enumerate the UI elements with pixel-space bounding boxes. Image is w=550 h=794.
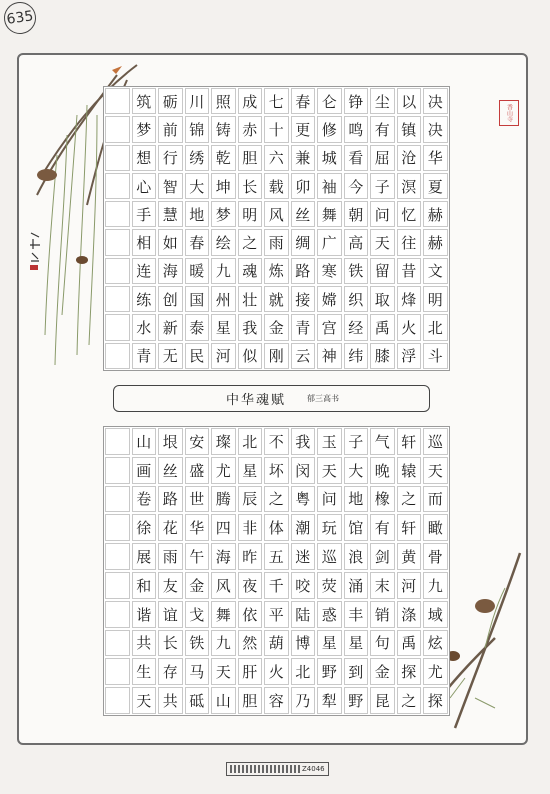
grid-cell: 相 xyxy=(132,229,157,255)
grid-cell xyxy=(105,88,130,114)
grid-cell: 似 xyxy=(238,343,263,369)
grid-cell: 共 xyxy=(132,630,157,657)
grid-cell xyxy=(105,658,130,685)
grid-cell: 新 xyxy=(158,314,183,340)
grid-cell xyxy=(105,601,130,628)
grid-cell: 大 xyxy=(185,173,210,199)
grid-cell: 问 xyxy=(370,201,395,227)
grid-cell: 青 xyxy=(291,314,316,340)
grid-cell: 璨 xyxy=(211,428,236,455)
grid-cell: 前 xyxy=(158,116,183,142)
grid-cell: 星 xyxy=(238,457,263,484)
grid-cell xyxy=(105,229,130,255)
grid-cell: 四 xyxy=(211,514,236,541)
grid-cell: 智 xyxy=(158,173,183,199)
seal-stamp-right: 香山寺 xyxy=(499,100,519,126)
grid-cell: 馆 xyxy=(344,514,369,541)
grid-cell: 屈 xyxy=(370,145,395,171)
grid-cell: 坏 xyxy=(264,457,289,484)
grid-cell: 今 xyxy=(344,173,369,199)
grid-cell: 盛 xyxy=(185,457,210,484)
grid-cell: 国 xyxy=(185,286,210,312)
grid-cell: 浮 xyxy=(397,343,422,369)
grid-cell: 丰 xyxy=(344,601,369,628)
grid-cell: 泰 xyxy=(185,314,210,340)
grid-cell: 无 xyxy=(158,343,183,369)
grid-cell: 铁 xyxy=(344,258,369,284)
grid-cell: 探 xyxy=(397,658,422,685)
grid-cell: 更 xyxy=(291,116,316,142)
grid-cell: 十 xyxy=(264,116,289,142)
grid-cell: 留 xyxy=(370,258,395,284)
grid-cell: 野 xyxy=(344,687,369,714)
grid-cell: 筑 xyxy=(132,88,157,114)
poem-title: 中华魂赋 xyxy=(226,393,287,408)
grid-cell: 慧 xyxy=(158,201,183,227)
grid-cell: 金 xyxy=(264,314,289,340)
grid-cell: 北 xyxy=(423,314,448,340)
grid-cell: 然 xyxy=(238,630,263,657)
grid-cell: 存 xyxy=(158,658,183,685)
grid-cell: 绣 xyxy=(185,145,210,171)
grid-cell: 天 xyxy=(370,229,395,255)
grid-cell: 镇 xyxy=(397,116,422,142)
grid-cell: 容 xyxy=(264,687,289,714)
grid-cell: 涤 xyxy=(397,601,422,628)
grid-cell: 载 xyxy=(264,173,289,199)
grid-cell: 织 xyxy=(344,286,369,312)
grid-cell: 子 xyxy=(344,428,369,455)
grid-cell: 天 xyxy=(317,457,342,484)
grid-cell: 烽 xyxy=(397,286,422,312)
grid-cell: 句 xyxy=(370,630,395,657)
grid-cell: 照 xyxy=(211,88,236,114)
grid-cell: 骨 xyxy=(423,543,448,570)
grid-cell: 金 xyxy=(185,572,210,599)
grid-cell: 轩 xyxy=(397,514,422,541)
grid-cell: 非 xyxy=(238,514,263,541)
grid-cell xyxy=(105,630,130,657)
grid-cell: 葫 xyxy=(264,630,289,657)
publisher-logo xyxy=(230,765,300,773)
grid-cell: 接 xyxy=(291,286,316,312)
grid-cell: 赫 xyxy=(423,201,448,227)
grid-cell: 卷 xyxy=(132,486,157,513)
grid-cell: 九 xyxy=(423,572,448,599)
grid-cell: 火 xyxy=(264,658,289,685)
grid-cell: 路 xyxy=(291,258,316,284)
grid-cell: 雨 xyxy=(264,229,289,255)
grid-cell: 之 xyxy=(397,687,422,714)
grid-cell: 禹 xyxy=(370,314,395,340)
grid-cell: 心 xyxy=(132,173,157,199)
grid-cell: 丝 xyxy=(291,201,316,227)
grid-cell: 域 xyxy=(423,601,448,628)
grid-cell: 绸 xyxy=(291,229,316,255)
grid-cell: 朝 xyxy=(344,201,369,227)
grid-cell: 黄 xyxy=(397,543,422,570)
grid-cell: 巡 xyxy=(423,428,448,455)
grid-cell: 瞰 xyxy=(423,514,448,541)
grid-cell: 梦 xyxy=(211,201,236,227)
grid-cell: 九 xyxy=(211,258,236,284)
practice-grid-top xyxy=(103,86,450,371)
grid-cell: 之 xyxy=(397,486,422,513)
grid-cell: 宫 xyxy=(317,314,342,340)
grid-cell: 看 xyxy=(344,145,369,171)
grid-cell: 咬 xyxy=(291,572,316,599)
grid-cell: 野 xyxy=(317,658,342,685)
grid-cell: 午 xyxy=(185,543,210,570)
grid-cell: 坤 xyxy=(211,173,236,199)
grid-cell: 手 xyxy=(132,201,157,227)
grid-cell: 暖 xyxy=(185,258,210,284)
grid-cell: 沧 xyxy=(397,145,422,171)
grid-cell: 探 xyxy=(423,687,448,714)
grid-cell: 胆 xyxy=(238,145,263,171)
grid-cell xyxy=(105,486,130,513)
grid-cell: 魂 xyxy=(238,258,263,284)
grid-cell: 平 xyxy=(264,601,289,628)
grid-cell: 粤 xyxy=(291,486,316,513)
grid-cell: 风 xyxy=(211,572,236,599)
grid-cell: 禹 xyxy=(397,630,422,657)
grid-cell: 膝 xyxy=(370,343,395,369)
grid-cell: 卯 xyxy=(291,173,316,199)
grid-cell xyxy=(105,314,130,340)
grid-cell xyxy=(105,173,130,199)
grid-cell: 之 xyxy=(264,486,289,513)
footer-label xyxy=(226,762,329,776)
grid-cell: 昔 xyxy=(397,258,422,284)
grid-cell: 往 xyxy=(397,229,422,255)
grid-cell: 肝 xyxy=(238,658,263,685)
grid-cell: 垠 xyxy=(158,428,183,455)
grid-cell: 大 xyxy=(344,457,369,484)
grid-cell: 决 xyxy=(423,116,448,142)
grid-cell: 壮 xyxy=(238,286,263,312)
grid-cell: 我 xyxy=(238,314,263,340)
grid-cell: 谐 xyxy=(132,601,157,628)
grid-cell: 山 xyxy=(132,428,157,455)
grid-cell: 戈 xyxy=(185,601,210,628)
grid-cell: 星 xyxy=(344,630,369,657)
grid-cell: 溟 xyxy=(397,173,422,199)
grid-cell: 斗 xyxy=(423,343,448,369)
grid-cell: 华 xyxy=(423,145,448,171)
grid-cell: 刚 xyxy=(264,343,289,369)
grid-cell: 高 xyxy=(344,229,369,255)
grid-cell: 浪 xyxy=(344,543,369,570)
grid-cell: 创 xyxy=(158,286,183,312)
grid-cell xyxy=(105,116,130,142)
grid-cell: 地 xyxy=(344,486,369,513)
grid-cell: 不 xyxy=(264,428,289,455)
grid-cell: 到 xyxy=(344,658,369,685)
grid-cell: 成 xyxy=(238,88,263,114)
grid-cell: 炼 xyxy=(264,258,289,284)
grid-cell: 乃 xyxy=(291,687,316,714)
grid-cell xyxy=(105,201,130,227)
grid-cell: 决 xyxy=(423,88,448,114)
grid-cell: 天 xyxy=(211,658,236,685)
grid-cell: 五 xyxy=(264,543,289,570)
grid-cell: 马 xyxy=(185,658,210,685)
grid-cell: 海 xyxy=(211,543,236,570)
grid-cell: 涌 xyxy=(344,572,369,599)
grid-cell xyxy=(105,514,130,541)
grid-cell: 明 xyxy=(423,286,448,312)
grid-cell: 七 xyxy=(264,88,289,114)
grid-cell: 有 xyxy=(370,116,395,142)
grid-cell: 赤 xyxy=(238,116,263,142)
grid-cell: 展 xyxy=(132,543,157,570)
grid-cell: 北 xyxy=(291,658,316,685)
grid-cell: 胆 xyxy=(238,687,263,714)
grid-cell: 花 xyxy=(158,514,183,541)
grid-cell: 腾 xyxy=(211,486,236,513)
grid-cell: 依 xyxy=(238,601,263,628)
grid-cell: 川 xyxy=(185,88,210,114)
grid-cell xyxy=(105,428,130,455)
grid-cell: 寒 xyxy=(317,258,342,284)
grid-cell: 昨 xyxy=(238,543,263,570)
grid-cell: 想 xyxy=(132,145,157,171)
grid-cell: 谊 xyxy=(158,601,183,628)
grid-cell: 晚 xyxy=(370,457,395,484)
grid-cell: 路 xyxy=(158,486,183,513)
grid-cell: 六 xyxy=(264,145,289,171)
grid-cell: 惑 xyxy=(317,601,342,628)
grid-cell: 广 xyxy=(317,229,342,255)
grid-cell: 雨 xyxy=(158,543,183,570)
grid-cell: 荧 xyxy=(317,572,342,599)
grid-cell: 河 xyxy=(211,343,236,369)
grid-cell: 陆 xyxy=(291,601,316,628)
grid-cell: 之 xyxy=(238,229,263,255)
grid-cell: 画 xyxy=(132,457,157,484)
grid-cell: 尘 xyxy=(370,88,395,114)
grid-cell: 取 xyxy=(370,286,395,312)
grid-cell: 连 xyxy=(132,258,157,284)
grid-cell xyxy=(105,145,130,171)
grid-cell: 铁 xyxy=(185,630,210,657)
grid-cell: 辕 xyxy=(397,457,422,484)
page-number: 635 xyxy=(2,0,38,36)
grid-cell: 九 xyxy=(211,630,236,657)
grid-cell: 销 xyxy=(370,601,395,628)
grid-cell: 赫 xyxy=(423,229,448,255)
grid-cell: 而 xyxy=(423,486,448,513)
grid-cell: 北 xyxy=(238,428,263,455)
grid-cell: 城 xyxy=(317,145,342,171)
artist-signature-left xyxy=(27,231,43,271)
grid-cell: 如 xyxy=(158,229,183,255)
grid-cell: 舞 xyxy=(317,201,342,227)
grid-cell: 风 xyxy=(264,201,289,227)
grid-cell xyxy=(105,258,130,284)
grid-cell: 星 xyxy=(211,314,236,340)
grid-cell: 仑 xyxy=(317,88,342,114)
grid-cell: 巡 xyxy=(317,543,342,570)
grid-cell: 铮 xyxy=(344,88,369,114)
grid-cell: 我 xyxy=(291,428,316,455)
grid-cell: 袖 xyxy=(317,173,342,199)
grid-cell: 河 xyxy=(397,572,422,599)
grid-cell: 博 xyxy=(291,630,316,657)
grid-cell: 春 xyxy=(185,229,210,255)
grid-cell: 水 xyxy=(132,314,157,340)
grid-cell: 橡 xyxy=(370,486,395,513)
grid-cell: 州 xyxy=(211,286,236,312)
grid-cell: 长 xyxy=(238,173,263,199)
grid-cell: 山 xyxy=(211,687,236,714)
grid-cell: 舞 xyxy=(211,601,236,628)
grid-cell: 和 xyxy=(132,572,157,599)
grid-cell: 锦 xyxy=(185,116,210,142)
grid-cell: 夜 xyxy=(238,572,263,599)
grid-cell: 梦 xyxy=(132,116,157,142)
grid-cell: 长 xyxy=(158,630,183,657)
grid-cell: 明 xyxy=(238,201,263,227)
grid-cell: 海 xyxy=(158,258,183,284)
grid-cell: 友 xyxy=(158,572,183,599)
grid-cell: 潮 xyxy=(291,514,316,541)
grid-cell xyxy=(105,572,130,599)
grid-cell: 徐 xyxy=(132,514,157,541)
grid-cell: 有 xyxy=(370,514,395,541)
grid-cell: 共 xyxy=(158,687,183,714)
grid-cell: 云 xyxy=(291,343,316,369)
grid-cell: 问 xyxy=(317,486,342,513)
grid-cell xyxy=(105,687,130,714)
poem-author: 郁三高书 xyxy=(307,394,339,403)
grid-cell: 轩 xyxy=(397,428,422,455)
grid-cell: 犁 xyxy=(317,687,342,714)
grid-cell: 神 xyxy=(317,343,342,369)
grid-cell: 文 xyxy=(423,258,448,284)
grid-cell: 忆 xyxy=(397,201,422,227)
grid-cell: 民 xyxy=(185,343,210,369)
grid-cell: 以 xyxy=(397,88,422,114)
grid-cell: 辰 xyxy=(238,486,263,513)
grid-cell: 丝 xyxy=(158,457,183,484)
grid-cell: 子 xyxy=(370,173,395,199)
grid-cell: 青 xyxy=(132,343,157,369)
grid-cell: 金 xyxy=(370,658,395,685)
grid-cell: 就 xyxy=(264,286,289,312)
practice-grid-bottom xyxy=(103,426,450,716)
footer-code: Z4046 xyxy=(302,765,325,773)
grid-cell: 体 xyxy=(264,514,289,541)
grid-cell: 迷 xyxy=(291,543,316,570)
grid-cell: 铸 xyxy=(211,116,236,142)
grid-cell: 华 xyxy=(185,514,210,541)
grid-cell: 玉 xyxy=(317,428,342,455)
grid-cell: 天 xyxy=(132,687,157,714)
grid-cell: 夏 xyxy=(423,173,448,199)
grid-cell: 绘 xyxy=(211,229,236,255)
grid-cell: 春 xyxy=(291,88,316,114)
grid-cell: 经 xyxy=(344,314,369,340)
grid-cell: 天 xyxy=(423,457,448,484)
grid-cell: 行 xyxy=(158,145,183,171)
grid-cell: 砥 xyxy=(185,687,210,714)
grid-cell: 安 xyxy=(185,428,210,455)
grid-cell: 生 xyxy=(132,658,157,685)
grid-cell: 火 xyxy=(397,314,422,340)
grid-cell xyxy=(105,543,130,570)
grid-cell: 玩 xyxy=(317,514,342,541)
grid-cell: 修 xyxy=(317,116,342,142)
grid-cell: 昆 xyxy=(370,687,395,714)
grid-cell: 炫 xyxy=(423,630,448,657)
grid-cell: 星 xyxy=(317,630,342,657)
title-frame xyxy=(113,385,430,412)
grid-cell: 纬 xyxy=(344,343,369,369)
grid-cell: 地 xyxy=(185,201,210,227)
grid-cell: 鸣 xyxy=(344,116,369,142)
grid-cell: 砺 xyxy=(158,88,183,114)
grid-cell xyxy=(105,457,130,484)
grid-cell: 尤 xyxy=(211,457,236,484)
grid-cell: 练 xyxy=(132,286,157,312)
grid-cell: 末 xyxy=(370,572,395,599)
grid-cell: 世 xyxy=(185,486,210,513)
grid-cell xyxy=(105,286,130,312)
grid-cell: 剑 xyxy=(370,543,395,570)
grid-cell: 乾 xyxy=(211,145,236,171)
grid-cell: 兼 xyxy=(291,145,316,171)
grid-cell: 气 xyxy=(370,428,395,455)
grid-cell: 千 xyxy=(264,572,289,599)
grid-cell: 尤 xyxy=(423,658,448,685)
grid-cell xyxy=(105,343,130,369)
grid-cell: 闵 xyxy=(291,457,316,484)
grid-cell: 嫦 xyxy=(317,286,342,312)
